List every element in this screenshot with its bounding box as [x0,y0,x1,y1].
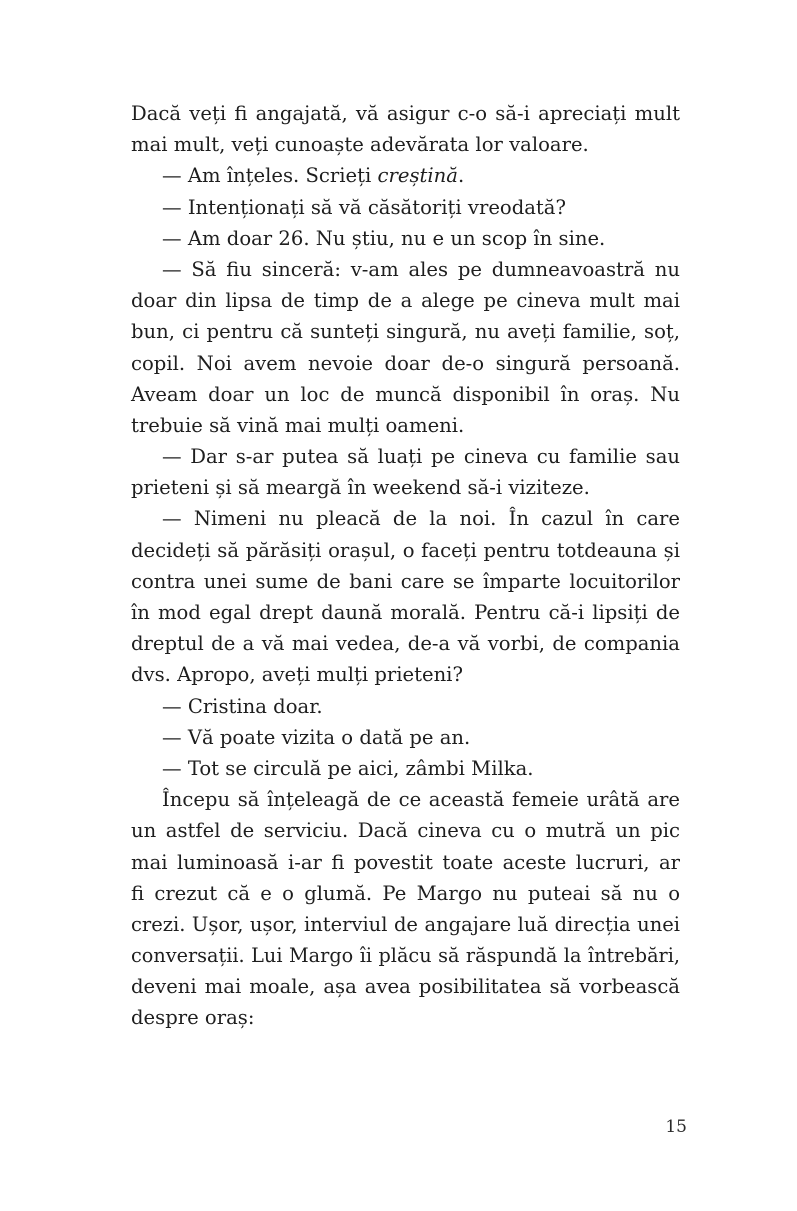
text-run: — Intenționați să vă căsătoriți vreodată? [162,195,566,219]
text-run: trebuie să vină mai mulți oameni. [131,413,465,437]
text-line [131,410,680,441]
text-run: — Am înțeles. Scrieți [162,164,378,188]
text-line [131,971,680,1002]
text-line [131,940,680,971]
text-run: fi crezut că e o glumă. Pe Margo nu puteai să nu o [131,881,680,905]
text-run: un astfel de serviciu. Dacă cineva cu o mutră un pic [131,819,680,843]
text-line [131,316,680,347]
text-line [131,691,680,722]
text-line [131,379,680,410]
text-line [131,285,680,316]
text-line [131,129,680,160]
text-run: conversații. Lui Margo îi plăcu să răspundă la întrebări, [131,944,680,968]
text-run: Dacă veți fi angajată, vă asigur c-o să-i apreciați mult [131,102,680,125]
text-line [131,223,680,254]
text-run: — Dar s-ar putea să luați pe cineva cu familie sau [162,445,680,469]
text-line [131,254,680,285]
text-run: mai mult, veți cunoaște adevărata lor valoare. [131,133,589,157]
text-run: dreptul de a vă mai vedea, de-a vă vorbi, de compania [131,632,680,656]
text-run: Aveam doar un loc de muncă disponibil în oraș. Nu [131,382,680,406]
text-run: crezi. Ușor, ușor, interviul de angajare luă direcția unei [131,912,680,936]
text-line [131,628,680,659]
text-line [131,566,680,597]
text-run: dvs. Apropo, aveți mulți prieteni? [131,663,463,687]
text-run: doar din lipsa de timp de a alege pe cineva mult mai [131,289,680,313]
text-line [131,784,680,815]
text-run: decideți să părăsiți orașul, o faceți pentru totdeauna și [131,538,680,562]
text-run: în mod egal drept daună morală. Pentru că-i lipsiți de [131,601,680,624]
text-run: — Tot se circulă pe aici, zâmbi Milka. [162,756,534,780]
text-line [131,722,680,753]
page-number: 15 [665,1117,687,1137]
text-run: mai luminoasă i-ar fi povestit toate aceste lucruri, ar [131,850,680,874]
text-run: bun, ci pentru că sunteți singură, nu aveți familie, soț, [131,320,680,344]
text-line [131,878,680,909]
text-line [131,503,680,534]
text-line [131,348,680,379]
text-line [131,815,680,846]
text-line [131,441,680,472]
text-run: — Vă poate vizita o dată pe an. [162,725,471,749]
text-line [131,160,680,191]
italic-word: creștină [377,164,458,188]
text-run: . [457,164,465,188]
text-run: — Să fiu sinceră: v-am ales pe dumneavoastră nu [162,257,680,281]
text-run: despre oraș: [131,1006,255,1030]
text-line [131,847,680,878]
text-run: — Nimeni nu pleacă de la noi. În cazul în care [162,507,680,531]
text-run: copil. Noi avem nevoie doar de-o singură persoană. [131,351,680,375]
text-line [131,472,680,503]
text-line [131,1002,680,1033]
text-run: — Cristina doar. [162,694,323,718]
text-run: deveni mai moale, așa avea posibilitatea să vorbească [131,975,680,999]
text-run: prieteni și să meargă în weekend să-i viziteze. [131,476,590,500]
text-run: contra unei sume de bani care se împarte locuitorilor [131,569,680,593]
text-line [131,659,680,690]
text-run: — Am doar 26. Nu știu, nu e un scop în sine. [162,226,606,250]
text-line [131,192,680,223]
text-line [131,909,680,940]
text-line [131,597,680,628]
text-line [131,535,680,566]
text-line [131,98,680,129]
page-body [131,98,680,1034]
text-run: Începu să înțeleagă de ce această femeie urâtă are [162,788,680,812]
text-line [131,753,680,784]
